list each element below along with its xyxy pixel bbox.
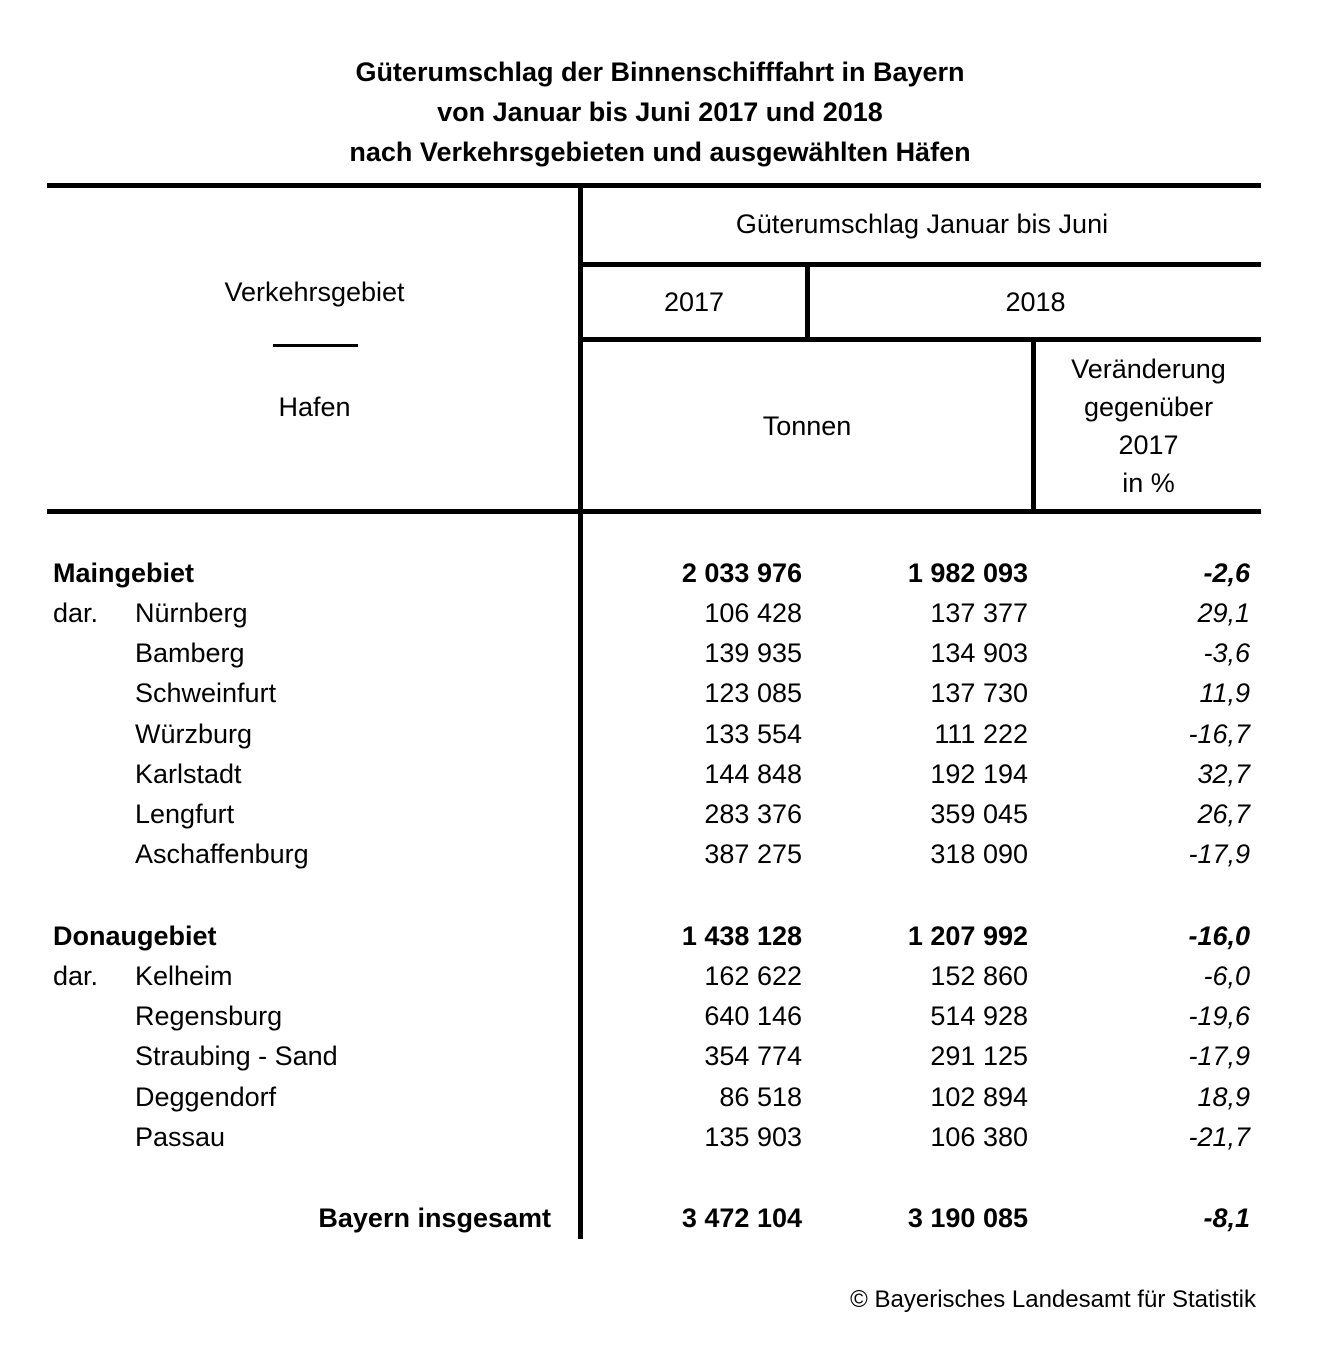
title-line-3: nach Verkehrsgebieten und ausgewählten Häfen (349, 137, 971, 167)
change-pct: -3,6 (1203, 638, 1250, 668)
section-row-maingebiet (0, 553, 1320, 593)
top-rule (47, 183, 1261, 188)
value-2018: 318 090 (930, 839, 1028, 869)
change-pct: -8,1 (1203, 1203, 1250, 1233)
value-2017: 283 376 (704, 799, 802, 829)
change-pct: 18,9 (1197, 1082, 1250, 1112)
value-2017: 123 085 (704, 678, 802, 708)
port-name: Deggendorf (135, 1082, 277, 1112)
change-pct: -6,0 (1203, 961, 1250, 991)
value-2018: 3 190 085 (907, 1203, 1028, 1233)
dar-prefix: dar. (53, 961, 99, 991)
table-row (0, 714, 1320, 754)
dar-prefix: dar. (53, 598, 99, 628)
value-2017: 144 848 (704, 759, 802, 789)
port-name: Karlstadt (135, 759, 242, 789)
table-row (0, 1077, 1320, 1117)
value-2017: 3 472 104 (681, 1203, 802, 1233)
value-2017: 106 428 (704, 598, 802, 628)
change-pct: 32,7 (1197, 759, 1250, 789)
table-row (0, 956, 1320, 996)
change-header-line-1: Veränderung (1071, 354, 1226, 384)
copyright-footer: © Bayerisches Landesamt für Statistik (850, 1286, 1256, 1313)
year-2017-header: 2017 (663, 287, 725, 317)
change-pct: -17,9 (1188, 1041, 1250, 1071)
section-label: Donaugebiet (53, 921, 217, 951)
value-2017: 2 033 976 (681, 558, 802, 588)
table-row (0, 593, 1320, 633)
value-2017: 139 935 (704, 638, 802, 668)
table-title (0, 52, 1320, 172)
port-name: Lengfurt (135, 799, 235, 829)
value-2017: 133 554 (704, 719, 802, 749)
port-name: Schweinfurt (135, 678, 277, 708)
change-pct: -17,9 (1188, 839, 1250, 869)
value-2018: 192 194 (930, 759, 1028, 789)
value-2017: 162 622 (704, 961, 802, 991)
group-header: Güterumschlag Januar bis Juni (735, 209, 1109, 239)
title-line-2: von Januar bis Juni 2017 und 2018 (437, 97, 883, 127)
change-pct: -19,6 (1188, 1001, 1250, 1031)
value-2018: 137 377 (930, 598, 1028, 628)
value-2018: 1 982 093 (907, 558, 1028, 588)
value-2017: 1 438 128 (681, 921, 802, 951)
unit-header: Tonnen (762, 411, 852, 441)
value-2018: 134 903 (930, 638, 1028, 668)
value-2018: 359 045 (930, 799, 1028, 829)
change-pct: -21,7 (1188, 1122, 1250, 1152)
port-name: Passau (135, 1122, 226, 1152)
change-pct: -16,7 (1188, 719, 1250, 749)
table-row (0, 834, 1320, 874)
table-row (0, 1117, 1320, 1157)
table-row (0, 996, 1320, 1036)
value-2018: 102 894 (930, 1082, 1028, 1112)
value-2017: 640 146 (704, 1001, 802, 1031)
stub-header-bottom: Hafen (278, 392, 351, 422)
change-pct: 26,7 (1197, 799, 1250, 829)
value-2018: 137 730 (930, 678, 1028, 708)
section-label: Maingebiet (53, 558, 195, 588)
stub-header-top: Verkehrsgebiet (224, 277, 405, 307)
table-row (0, 794, 1320, 834)
total-row (0, 1198, 1320, 1238)
value-2017: 354 774 (704, 1041, 802, 1071)
value-2017: 387 275 (704, 839, 802, 869)
port-name: Regensburg (135, 1001, 283, 1031)
change-pct: 29,1 (1197, 598, 1250, 628)
year-2018-header: 2018 (1005, 287, 1066, 317)
total-label: Bayern insgesamt (318, 1203, 551, 1233)
table-row (0, 1036, 1320, 1076)
title-line-1: Güterumschlag der Binnenschifffahrt in Bayern (355, 57, 965, 87)
value-2017: 135 903 (704, 1122, 802, 1152)
change-header-line-3: 2017 (1118, 430, 1179, 460)
table-row (0, 673, 1320, 713)
header-bottom-rule (47, 509, 1261, 514)
port-name: Straubing - Sand (135, 1041, 338, 1071)
port-name: Kelheim (135, 961, 233, 991)
port-name: Nürnberg (135, 598, 248, 628)
table-row (0, 633, 1320, 673)
group-bottom-rule (580, 262, 1261, 267)
stub-dash (273, 344, 358, 347)
port-name: Bamberg (135, 638, 245, 668)
port-name: Würzburg (135, 719, 253, 749)
change-pct: 11,9 (1199, 678, 1250, 708)
table-row (0, 754, 1320, 794)
change-header-line-4: in % (1122, 468, 1175, 498)
value-2018: 1 207 992 (907, 921, 1028, 951)
change-pct: -2,6 (1203, 558, 1250, 588)
value-2018: 514 928 (930, 1001, 1028, 1031)
year-bottom-rule (580, 337, 1261, 342)
value-2018: 111 222 (934, 719, 1028, 749)
value-2017: 86 518 (719, 1082, 802, 1112)
value-2018: 291 125 (930, 1041, 1028, 1071)
value-2018: 106 380 (930, 1122, 1028, 1152)
change-header (1036, 350, 1261, 502)
port-name: Aschaffenburg (135, 839, 309, 869)
value-2018: 152 860 (930, 961, 1028, 991)
change-header-line-2: gegenüber (1083, 392, 1214, 422)
change-pct: -16,0 (1188, 921, 1250, 951)
section-row-donaugebiet (0, 916, 1320, 956)
